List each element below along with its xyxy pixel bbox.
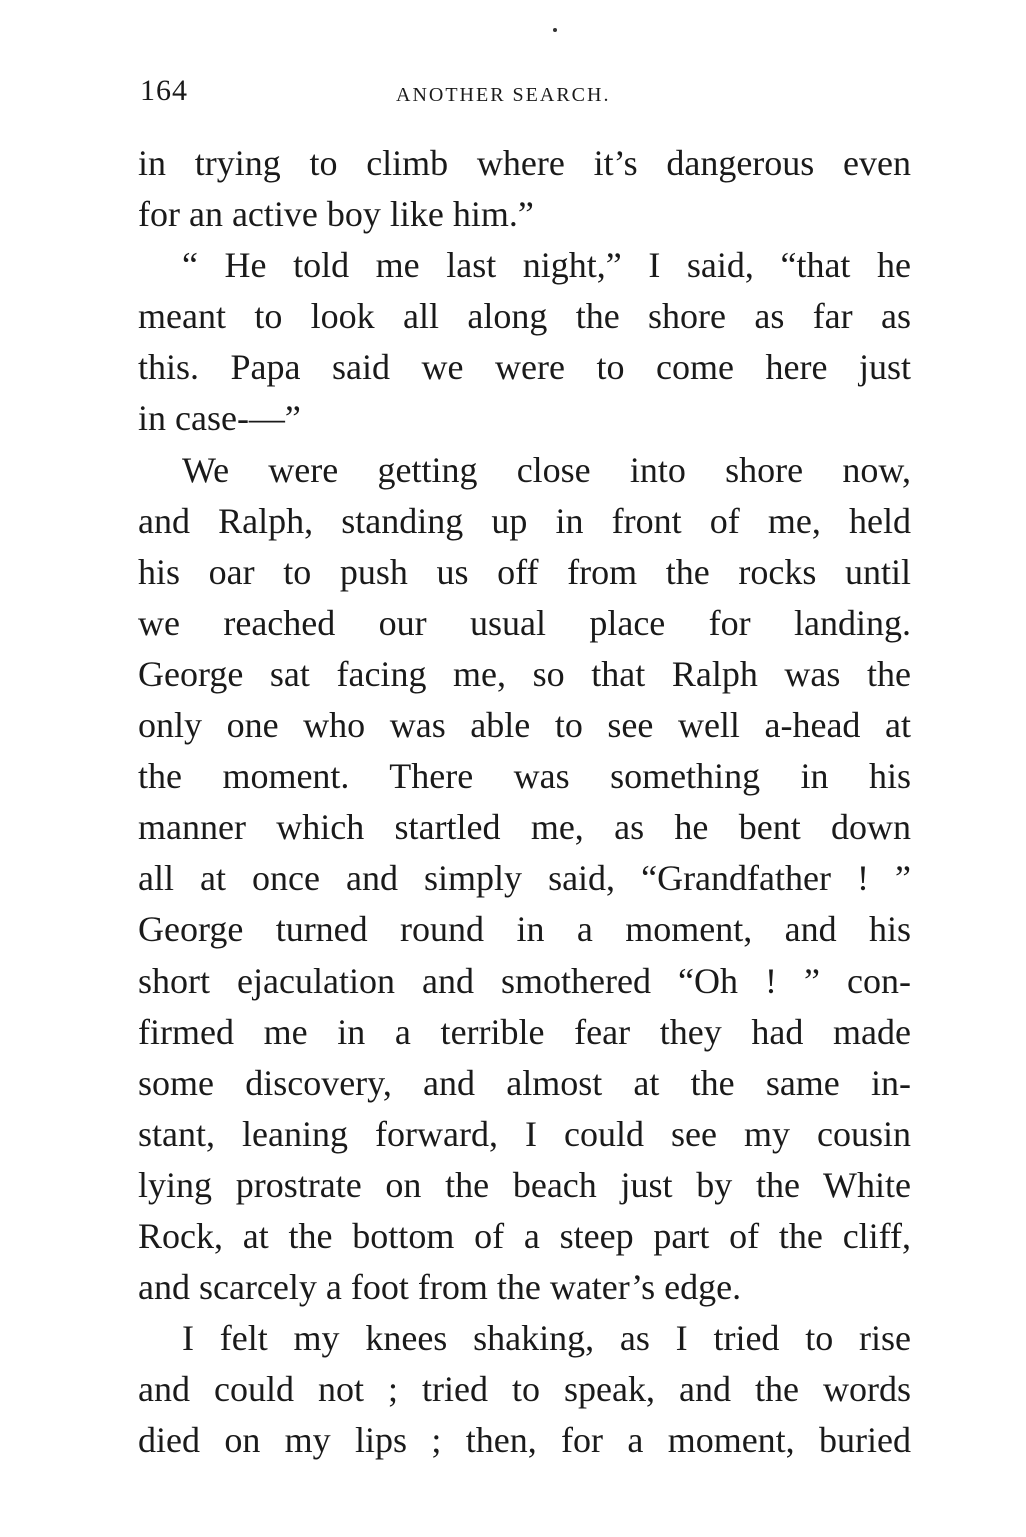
text-line: only one who was able to see well a-head at	[138, 705, 911, 746]
text-line: “ He told me last night,” I said, “that he	[182, 245, 911, 286]
text-line: and scarcely a foot from the water’s edge.	[138, 1267, 742, 1308]
text-line: I felt my knees shaking, as I tried to rise	[182, 1318, 911, 1359]
text-line: short ejaculation and smothered “Oh ! ” con-	[138, 960, 911, 1001]
text-line: and could not ; tried to speak, and the words	[138, 1369, 911, 1410]
text-line: George turned round in a moment, and his	[138, 909, 911, 950]
text-line: this. Papa said we were to come here just	[138, 347, 911, 388]
text-line: firmed me in a terrible fear they had made	[138, 1011, 911, 1052]
text-line: some discovery, and almost at the same in-	[138, 1062, 911, 1103]
text-line: died on my lips ; then, for a moment, buried	[138, 1420, 911, 1461]
text-line: and Ralph, standing up in front of me, held	[138, 500, 911, 541]
text-line: his oar to push us off from the rocks until	[138, 551, 911, 592]
page-header	[140, 74, 920, 124]
text-line: meant to look all along the shore as far as	[138, 296, 911, 337]
text-line: in trying to climb where it’s dangerous even	[138, 143, 911, 183]
text-line: Rock, at the bottom of a steep part of the cliff,	[138, 1215, 911, 1256]
body-text	[138, 138, 911, 1466]
text-line: manner which startled me, as he bent down	[138, 807, 911, 848]
page-number: 164	[140, 74, 188, 107]
ink-speck	[553, 28, 557, 32]
running-head: ANOTHER SEARCH.	[396, 84, 611, 106]
text-line: in case-—”	[138, 398, 301, 439]
text-line: we reached our usual place for landing.	[138, 602, 911, 643]
text-line: lying prostrate on the beach just by the White	[138, 1164, 911, 1205]
text-line: We were getting close into shore now,	[182, 449, 911, 490]
text-line: the moment. There was something in his	[138, 756, 911, 797]
text-line: all at once and simply said, “Grandfather ! ”	[138, 858, 911, 899]
text-line: stant, leaning forward, I could see my cousin	[138, 1113, 911, 1154]
text-line: for an active boy like him.”	[138, 194, 534, 235]
text-line: George sat facing me, so that Ralph was the	[138, 653, 911, 694]
